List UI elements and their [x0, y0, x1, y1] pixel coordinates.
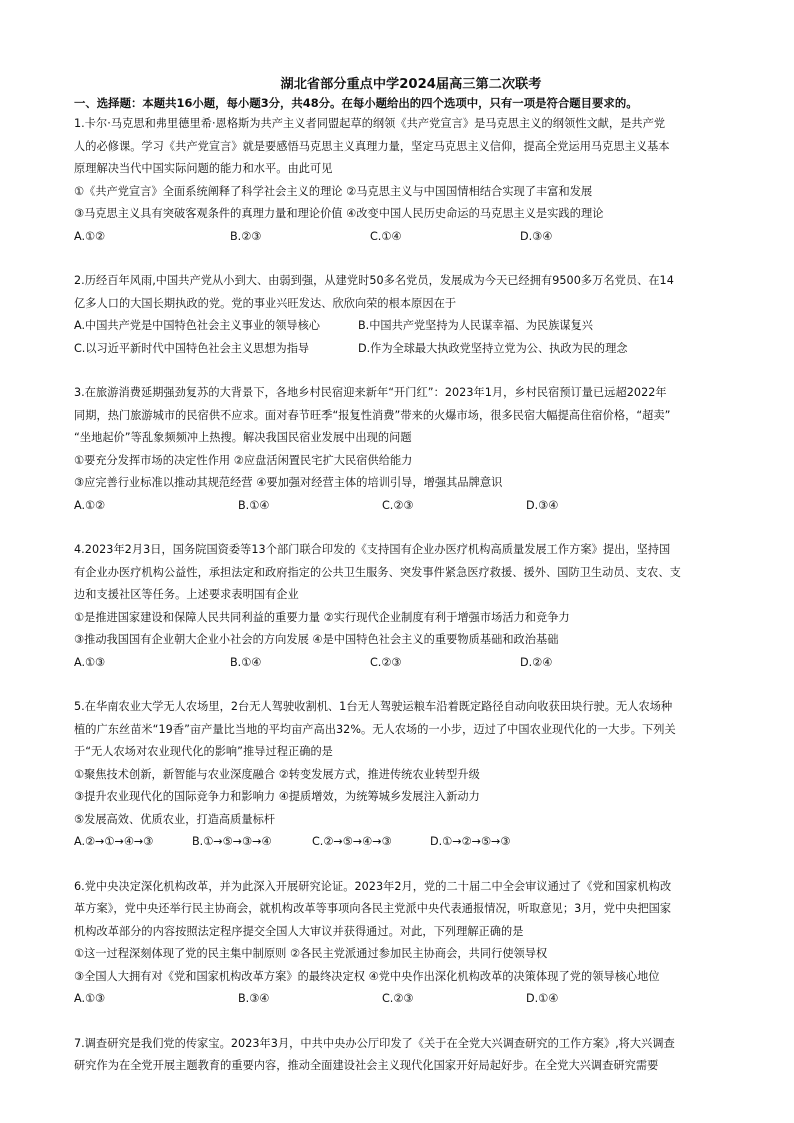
option-d: D.①→②→⑤→③ — [430, 835, 511, 848]
option-b: B.①④ — [238, 498, 270, 512]
question-text-line: 植的广东丝苗米“19香”亩产量比当地的平均亩产高出32%。无人农场的一小步，迈过了中国农业现代化的一大步。下列关 — [74, 722, 676, 736]
option-d: D.③④ — [520, 229, 553, 243]
options-row — [74, 831, 734, 854]
question-text-line: 7.调查研究是我们党的传家宝。2023年3月，中共中央办公厅印发了《关于在全党大兴调查研究的工作方案》,将大兴调查 — [74, 1036, 675, 1050]
question-text-line: 2.历经百年风雨,中国共产党从小到大、由弱到强，从建党时50多名党员，发展成为今天已经拥有9500多万名党员、在14 — [74, 274, 674, 287]
question-4 — [74, 539, 734, 674]
question-text-line: 3.在旅游消费延期强劲复苏的大背景下，各地乡村民宿迎来新年“开门红”：2023年1月，乡村民宿预订量已远超2022年 — [74, 386, 667, 399]
question-text-line: 革方案》，党中央还举行民主协商会，就机构改革等事项向各民主党派中央代表通报情况，听取意见；3月，党中央把国家 — [74, 902, 672, 915]
options-row — [74, 988, 734, 1011]
option-c: C.②③ — [382, 498, 414, 512]
option-a: A.①③ — [74, 655, 106, 669]
question-text-line: 4.2023年2月3日，国务院国资委等13个部门联合印发的《支持国有企业办医疗机构高质量发展工作方案》提出，坚持国 — [74, 543, 671, 556]
option-a: A.中国共产党是中国特色社会主义事业的领导核心 — [74, 319, 320, 332]
statement-line: ①是推进国家建设和保障人民共同利益的重要力量 ②实行现代企业制度有利于增强市场活力和竞争力 — [74, 610, 570, 624]
question-text-line: 6.党中央决定深化机构改革，并为此深入开展研究论证。2023年2月，党的二十届二中全会审议通过了《党和国家机构改 — [74, 879, 672, 893]
question-2 — [74, 270, 734, 360]
question-text-line: 5.在华南农业大学无人农场里，2台无人驾驶收割机、1台无人驾驶运粮车沿着既定路径自动向收获田块行驶。无人农场种 — [74, 700, 673, 713]
option-b: B.③④ — [238, 992, 270, 1005]
option-c: C.以习近平新时代中国特色社会主义思想为指导 — [74, 341, 310, 355]
option-a: A.①② — [74, 229, 106, 243]
statement-line: ①聚焦技术创新，新智能与农业深度融合 ②转变发展方式，推进传统农业转型升级 — [74, 767, 480, 781]
option-d: D.③④ — [526, 498, 559, 512]
question-6 — [74, 876, 734, 1011]
statement-line: ③推动我国国有企业朝大企业小社会的方向发展 ④是中国特色社会主义的重要物质基础和政治基础 — [74, 633, 559, 646]
question-text-line: 有企业办医疗机构公益性，承担法定和政府指定的公共卫生服务、突发事件紧急医疗救援、援外、国防卫生动员、支农、支 — [74, 565, 681, 579]
option-c: C.②→⑤→④→③ — [312, 835, 392, 848]
options-row — [74, 652, 734, 675]
question-7 — [74, 1033, 734, 1078]
option-a: A.①③ — [74, 992, 106, 1005]
option-d: D.作为全球最大执政党坚持立党为公、执政为民的理念 — [358, 341, 628, 355]
option-b: B.①④ — [230, 655, 262, 669]
options-row — [74, 315, 734, 338]
question-1 — [74, 113, 734, 248]
statement-line: ③马克思主义具有突破客观条件的真理力量和理论价值 ④改变中国人民历史命运的马克思主义是实践的理论 — [74, 207, 604, 220]
options-row — [74, 495, 734, 518]
exam-page — [74, 76, 734, 1078]
statement-line: ③应完善行业标准以推动其规范经营 ④要加强对经营主体的培训引导，增强其品牌意识 — [74, 476, 503, 489]
statement-line: ①《共产党宣言》全面系统阐释了科学社会主义的理论 ②马克思主义与中国国情相结合实现了丰富和发展 — [74, 184, 593, 198]
option-d: D.①④ — [526, 992, 559, 1005]
statement-line: ③提升农业现代化的国际竞争力和影响力 ④提质增效，为统筹城乡发展注入新动力 — [74, 790, 480, 803]
question-text-line: 1.卡尔·马克思和弗里德里希·恩格斯为共产主义者同盟起草的纲领《共产党宣言》是马克思主义的纲领性文献，是共产党 — [74, 117, 666, 130]
question-5 — [74, 696, 734, 854]
option-c: C.①④ — [370, 229, 402, 243]
section-heading: 一、选择题：本题共16小题，每小题3分，共48分。在每小题给出的四个选项中，只有一项是符合题目要求的。 — [74, 96, 638, 110]
question-text-line: 同期，热门旅游城市的民宿供不应求。面对春节旺季“报复性消费”带来的火爆市场，很多民宿大幅提高住宿价格，“超卖” — [74, 408, 671, 422]
question-text-line: 原理解决当代中国实际问题的能力和水平。由此可见 — [74, 162, 333, 175]
question-text-line: 于“无人农场对农业现代化的影响”推导过程正确的是 — [74, 745, 333, 758]
question-3 — [74, 382, 734, 517]
option-d: D.②④ — [520, 655, 553, 669]
exam-title: 湖北省部分重点中学2024届高三第二次联考 — [280, 77, 542, 92]
statement-line: ①这一过程深刻体现了党的民主集中制原则 ②各民主党派通过参加民主协商会，共同行使领导权 — [74, 947, 548, 960]
statement-line: ①要充分发挥市场的决定性作用 ②应盘活闲置民宅扩大民宿供给能力 — [74, 453, 413, 467]
question-text-line: “坐地起价”等乱象频频冲上热搜。解决我国民宿业发展中出现的问题 — [74, 431, 412, 444]
option-c: C.②③ — [382, 992, 414, 1005]
question-text-line: 研究作为在全党开展主题教育的重要内容，推动全面建设社会主义现代化国家开好局起好步。在全党大兴调查研究需要 — [74, 1059, 659, 1072]
option-b: B.①→⑤→③→④ — [192, 835, 272, 848]
statement-line: ③全国人大拥有对《党和国家机构改革方案》的最终决定权 ④党中央作出深化机构改革的决策体现了党的领导核心地位 — [74, 969, 660, 983]
option-c: C.②③ — [370, 655, 402, 669]
statement-line: ⑤发展高效、优质农业，打造高质量标杆 — [74, 812, 276, 826]
options-row — [74, 338, 734, 361]
question-text-line: 机构改革部分的内容按照法定程序提交全国人大审议并获得通过。对此，下列理解正确的是 — [74, 924, 524, 938]
option-b: B.中国共产党坚持为人民谋幸福、为民族谋复兴 — [358, 319, 593, 332]
options-row — [74, 226, 734, 249]
question-text-line: 人的必修课。学习《共产党宣言》就是要感悟马克思主义真理力量，坚定马克思主义信仰，提高全党运用马克思主义基本 — [74, 139, 670, 153]
option-a: A.①② — [74, 498, 106, 512]
question-text-line: 亿多人口的大国长期执政的党。党的事业兴旺发达、欣欣向荣的根本原因在于 — [74, 296, 457, 310]
option-a: A.②→①→④→③ — [74, 835, 154, 848]
option-b: B.②③ — [230, 229, 262, 243]
question-text-line: 边和支援社区等任务。上述要求表明国有企业 — [74, 588, 299, 601]
